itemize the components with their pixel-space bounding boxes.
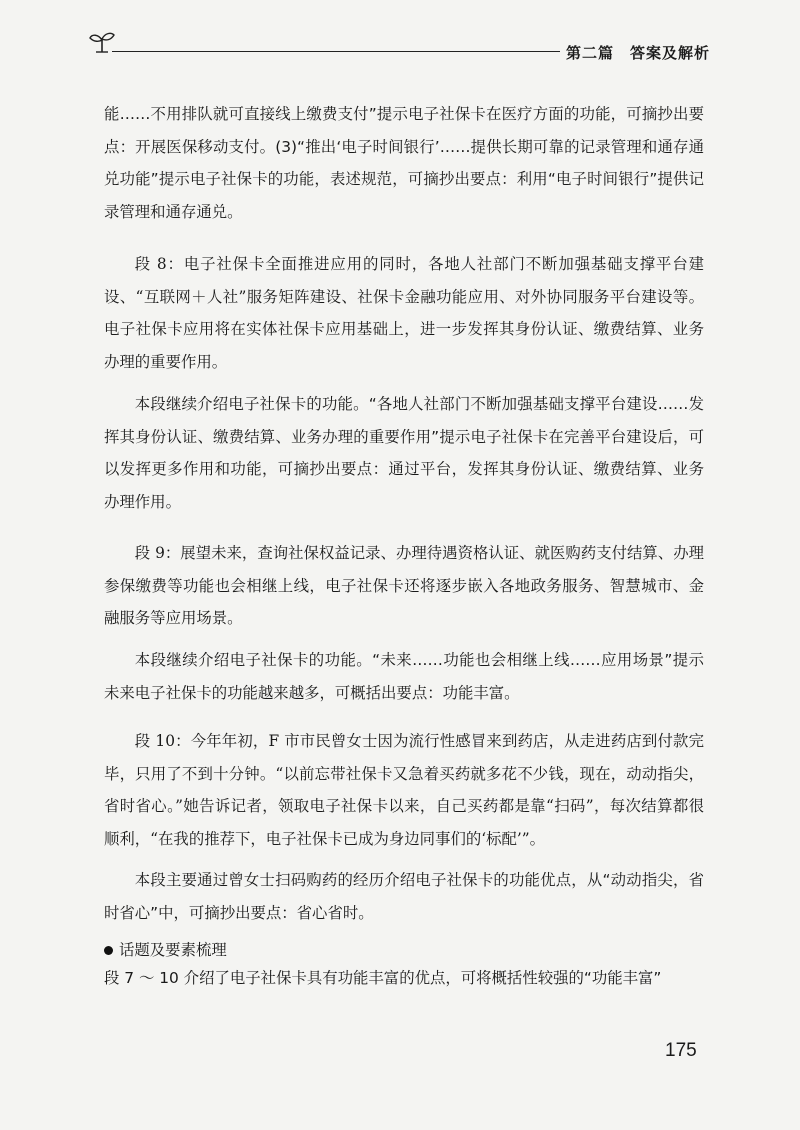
paragraph-6: 段 10：今年年初，F 市市民曾女士因为流行性感冒来到药店，从走进药店到付款完毕，只用了不到十分钟。“以前忘带社保卡又急着买药就多花不少钱，现在，动动指尖，省时省心。”她告诉记者，领取电子社保卡以来，自己买药都是靠“扫码”，每次结算都很顺利，“在我的推荐下，电子社保卡已成为身边同事们的‘标配’”。 [104,732,704,848]
header-rule [112,51,560,52]
paragraph-8: 段 7 ～ 10 介绍了电子社保卡具有功能丰富的优点，可将概括性较强的“功能丰富” [104,969,662,987]
section-bullet [104,938,227,960]
paragraph-3: 本段继续介绍电子社保卡的功能。“各地人社部门不断加强基础支撑平台建设……发挥其身份认证、缴费结算、业务办理的重要作用”提示电子社保卡在完善平台建设后，可以发挥更多作用和功能，可摘抄出要点：通过平台，发挥其身份认证、缴费结算、业务办理作用。 [104,395,704,511]
running-header: 第二篇 答案及解析 [566,44,711,62]
paragraph-7: 本段主要通过曾女士扫码购药的经历介绍电子社保卡的功能优点，从“动动指尖，省时省心”中，可摘抄出要点：省心省时。 [104,871,704,922]
bullet-dot-icon [104,946,113,955]
paragraph-2: 段 8：电子社保卡全面推进应用的同时，各地人社部门不断加强基础支撑平台建设、“互联网＋人社”服务矩阵建设、社保卡金融功能应用、对外协同服务平台建设等。电子社保卡应用将在实体社保卡应用基础上，进一步发挥其身份认证、缴费结算、业务办理的重要作用。 [104,255,704,371]
page-number: 175 [665,1040,697,1061]
paragraph-5: 本段继续介绍电子社保卡的功能。“未来……功能也会相继上线……应用场景”提示未来电子社保卡的功能越来越多，可概括出要点：功能丰富。 [104,651,704,702]
paragraph-4: 段 9：展望未来，查询社保权益记录、办理待遇资格认证、就医购药支付结算、办理参保缴费等功能也会相继上线，电子社保卡还将逐步嵌入各地政务服务、智慧城市、金融服务等应用场景。 [104,544,704,628]
paragraph-1: 能……不用排队就可直接线上缴费支付”提示电子社保卡在医疗方面的功能，可摘抄出要点：开展医保移动支付。(3)“推出‘电子时间银行’……提供长期可靠的记录管理和通存通兑功能”提示电子社保卡的功能，表述规范，可摘抄出要点：利用“电子时间银行”提供记录管理和通存通兑。 [104,105,704,221]
section-label: 话题及要素梳理 [119,941,227,959]
